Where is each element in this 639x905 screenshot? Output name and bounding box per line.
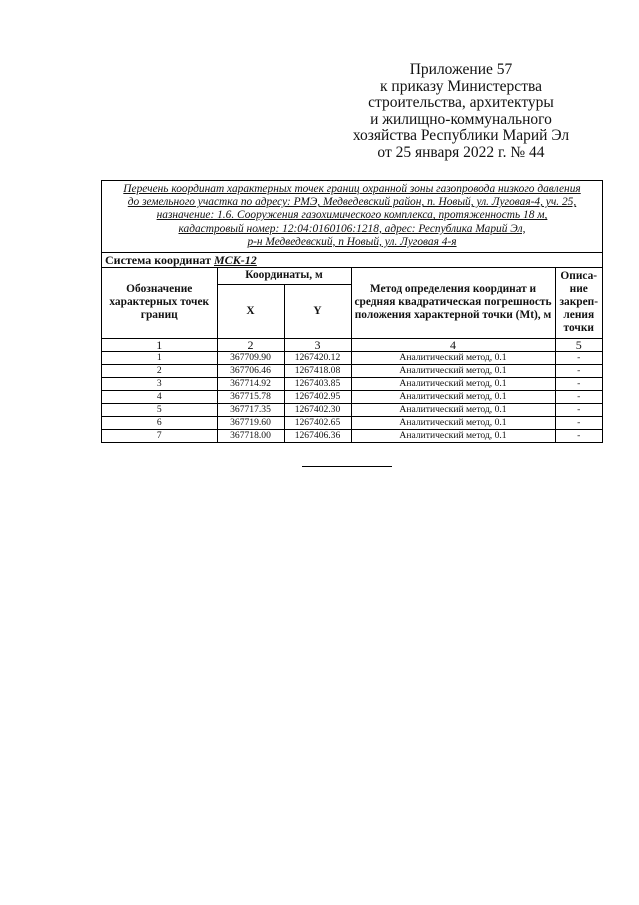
cell-method: Аналитический метод, 0.1 xyxy=(351,390,555,403)
cell-y: 1267402.30 xyxy=(284,403,351,416)
cell-description: - xyxy=(555,351,602,364)
appendix-line: от 25 января 2022 г. № 44 xyxy=(377,143,545,161)
cell-y: 1267420.12 xyxy=(284,351,351,364)
cell-y: 1267402.65 xyxy=(284,416,351,429)
cell-description: - xyxy=(555,364,602,377)
caption-line: кадастровый номер: 12:04:0160106:1218, адрес: Республика Марий Эл, xyxy=(178,222,526,235)
cell-method: Аналитический метод, 0.1 xyxy=(351,416,555,429)
cell-point: 2 xyxy=(102,364,217,377)
header-coordinates: Координаты, м xyxy=(217,268,351,284)
header-y: Y xyxy=(284,284,351,338)
caption-line: Перечень координат характерных точек границ охранной зоны газопровода низкого давления xyxy=(123,183,581,195)
appendix-line: хозяйства Республики Марий Эл xyxy=(352,127,570,145)
caption-line: до земельного участка по адресу: РМЭ, Медведевский район, п. Новый, ул. Луговая-4, уч. 25, xyxy=(127,196,577,209)
cell-description: - xyxy=(555,416,602,429)
cell-point: 1 xyxy=(102,351,217,364)
column-number: 4 xyxy=(351,338,555,351)
coordinates-table xyxy=(102,268,602,442)
cell-method: Аналитический метод, 0.1 xyxy=(351,351,555,364)
cell-description: - xyxy=(555,390,602,403)
coordinate-system-label: Система координат xyxy=(105,253,211,268)
header-point: Обозначение характерных точек границ xyxy=(102,268,217,338)
cell-y: 1267406.36 xyxy=(284,429,351,442)
appendix-header xyxy=(341,62,581,162)
cell-method: Аналитический метод, 0.1 xyxy=(351,377,555,390)
end-divider-line xyxy=(302,466,392,467)
appendix-line: строительства, архитектуры xyxy=(368,94,554,112)
coordinate-system xyxy=(102,253,602,268)
cell-y: 1267402.95 xyxy=(284,390,351,403)
cell-point: 5 xyxy=(102,403,217,416)
column-number: 1 xyxy=(102,338,217,351)
table-row xyxy=(102,390,602,403)
cell-point: 6 xyxy=(102,416,217,429)
table-row xyxy=(102,364,602,377)
table-caption xyxy=(102,181,602,253)
cell-point: 3 xyxy=(102,377,217,390)
caption-line: назначение: 1.6. Сооружения газохимического комплекса, протяженность 18 м, xyxy=(156,209,548,222)
appendix-line: Приложение 57 xyxy=(409,61,513,78)
column-number-row xyxy=(102,338,602,351)
cell-method: Аналитический метод, 0.1 xyxy=(351,429,555,442)
cell-description: - xyxy=(555,429,602,442)
cell-x: 367709.90 xyxy=(217,351,284,364)
header-description: Описа-ние закреп-ления точки xyxy=(555,268,602,338)
cell-method: Аналитический метод, 0.1 xyxy=(351,364,555,377)
column-number: 5 xyxy=(555,338,602,351)
cell-x: 367706.46 xyxy=(217,364,284,377)
table-row xyxy=(102,416,602,429)
cell-x: 367718.00 xyxy=(217,429,284,442)
appendix-line: к приказу Министерства xyxy=(380,77,542,95)
cell-x: 367714.92 xyxy=(217,377,284,390)
coordinate-system-code: МСК-12 xyxy=(213,253,257,268)
column-number: 2 xyxy=(217,338,284,351)
appendix-line: и жилищно-коммунального xyxy=(370,110,552,128)
cell-point: 7 xyxy=(102,429,217,442)
cell-description: - xyxy=(555,403,602,416)
caption-line: р-н Медведевский, п Новый, ул. Луговая 4-я xyxy=(247,235,457,248)
cell-x: 367717.35 xyxy=(217,403,284,416)
table-row xyxy=(102,429,602,442)
header-method: Метод определения координат и средняя квадратическая погрешность положения характерной точки (Mt), м xyxy=(351,268,555,338)
table-row xyxy=(102,351,602,364)
coordinates-table-frame xyxy=(101,180,603,443)
header-x: X xyxy=(217,284,284,338)
cell-y: 1267403.85 xyxy=(284,377,351,390)
cell-method: Аналитический метод, 0.1 xyxy=(351,403,555,416)
table-row xyxy=(102,377,602,390)
table-row xyxy=(102,403,602,416)
cell-x: 367715.78 xyxy=(217,390,284,403)
cell-point: 4 xyxy=(102,390,217,403)
column-number: 3 xyxy=(284,338,351,351)
cell-y: 1267418.08 xyxy=(284,364,351,377)
cell-x: 367719.60 xyxy=(217,416,284,429)
cell-description: - xyxy=(555,377,602,390)
